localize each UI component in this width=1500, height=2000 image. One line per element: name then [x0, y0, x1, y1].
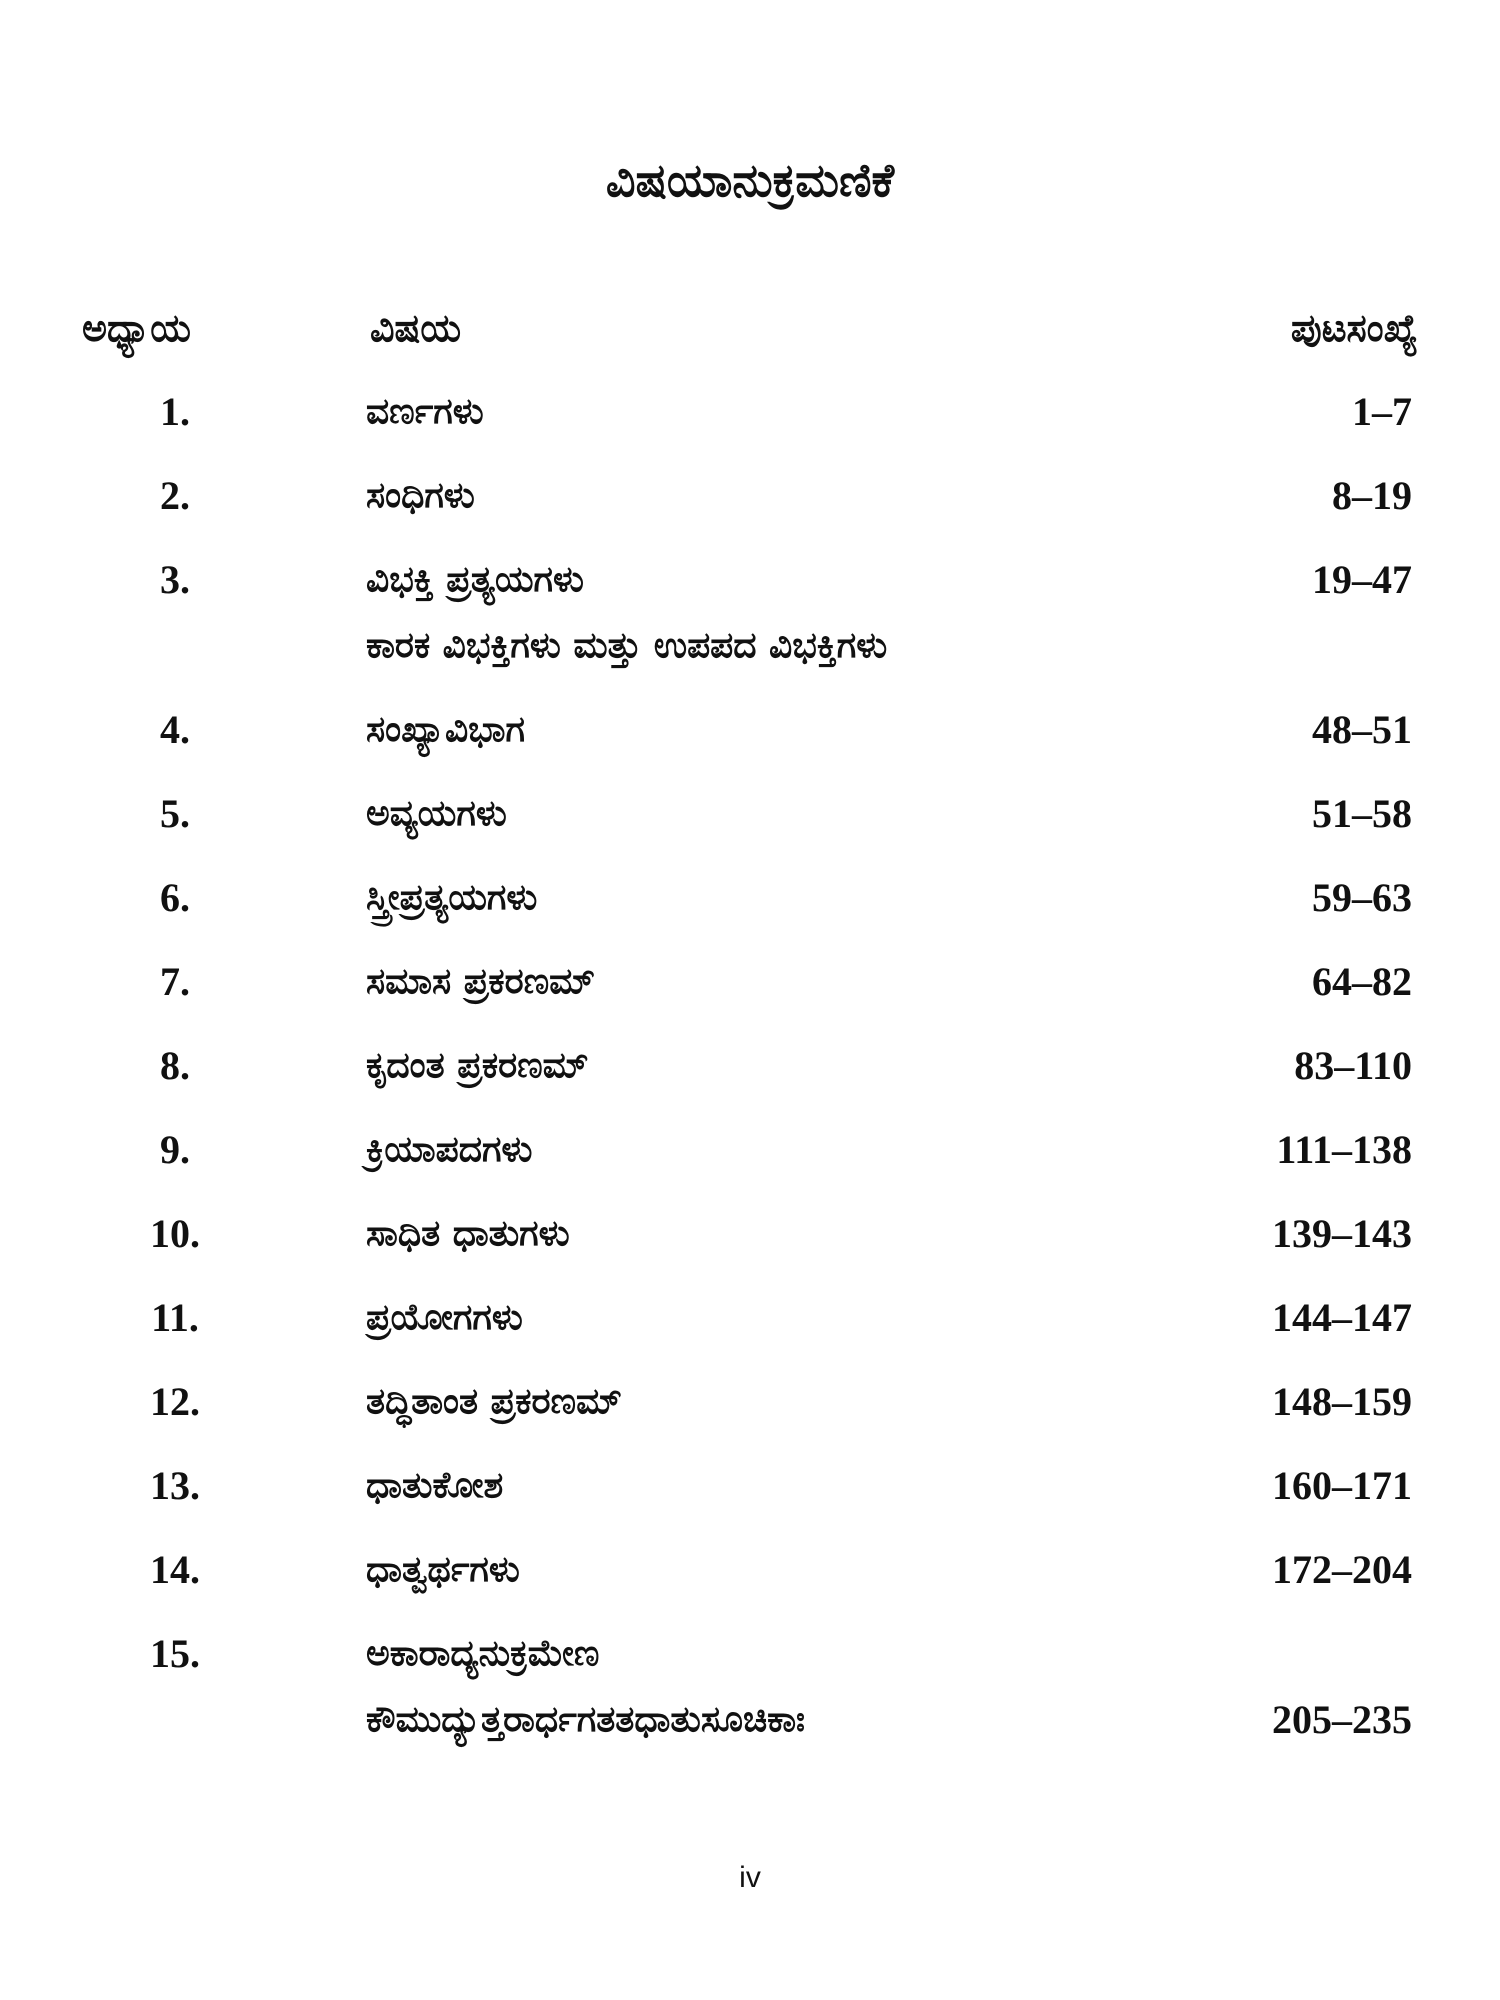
chapter-number: 10. — [150, 1211, 200, 1256]
chapter-subject: ತದ್ಧಿತಾಂತ ಪ್ರಕರಣಮ್ — [366, 1381, 622, 1422]
chapter-subject: ವಿಭಕ್ತಿ ಪ್ರತ್ಯಯಗಳು — [366, 559, 584, 600]
column-header-subject: ವಿಷಯ — [370, 306, 462, 350]
column-header-chapter: ಅಧ್ಯಾಯ — [82, 306, 191, 350]
page-range: 51–58 — [1312, 791, 1412, 836]
chapter-subject: ಅವ್ಯಯಗಳು — [366, 793, 507, 834]
chapter-number: 6. — [160, 875, 190, 920]
chapter-number: 3. — [160, 557, 190, 602]
toc-row — [0, 1540, 1500, 1600]
page-range: 59–63 — [1312, 875, 1412, 920]
toc-row — [0, 784, 1500, 844]
chapter-subject: ವರ್ಣಗಳು — [366, 391, 484, 432]
chapter-number: 8. — [160, 1043, 190, 1088]
toc-row — [0, 466, 1500, 526]
page-range: 139–143 — [1272, 1211, 1412, 1256]
chapter-subject-continued: ಕೌಮುದ್ಯುತ್ತರಾರ್ಧಗತತಧಾತುಸೂಚಿಕಾಃ — [366, 1699, 806, 1740]
chapter-number: 14. — [150, 1547, 200, 1592]
toc-row — [0, 952, 1500, 1012]
chapter-number: 13. — [150, 1463, 200, 1508]
chapter-subject: ಕ್ರಿಯಾಪದಗಳು — [366, 1129, 533, 1170]
toc-row — [0, 550, 1500, 666]
page-range: 160–171 — [1272, 1463, 1412, 1508]
chapter-number: 4. — [160, 707, 190, 752]
column-header-pages: ಪುಟಸಂಖ್ಯೆ — [1290, 306, 1418, 350]
page-range: 111–138 — [1276, 1127, 1412, 1172]
page-range: 64–82 — [1312, 959, 1412, 1004]
chapter-subject: ಕೃದಂತ ಪ್ರಕರಣಮ್ — [366, 1045, 589, 1086]
toc-row — [0, 1624, 1500, 1742]
page-range: 8–19 — [1332, 473, 1412, 518]
chapter-subject: ಸಂಖ್ಯಾವಿಭಾಗ — [366, 709, 525, 750]
chapter-subject-continued: ಕಾರಕ ವಿಭಕ್ತಿಗಳು ಮತ್ತು ಉಪಪದ ವಿಭಕ್ತಿಗಳು — [366, 625, 888, 666]
page-range: 48–51 — [1312, 707, 1412, 752]
toc-row — [0, 868, 1500, 928]
page-range: 172–204 — [1272, 1547, 1412, 1592]
chapter-number: 1. — [160, 389, 190, 434]
chapter-subject: ಸ್ತ್ರೀಪ್ರತ್ಯಯಗಳು — [366, 877, 538, 918]
toc-row — [0, 1372, 1500, 1432]
page-title: ವಿಷಯಾನುಕ್ರಮಣಿಕೆ — [605, 153, 895, 207]
page-range: 144–147 — [1272, 1295, 1412, 1340]
page-range: 83–110 — [1294, 1043, 1412, 1088]
toc-row — [0, 700, 1500, 760]
chapter-number: 5. — [160, 791, 190, 836]
toc-row — [0, 1204, 1500, 1264]
page-range: 205–235 — [1272, 1697, 1412, 1742]
chapter-subject: ಅಕಾರಾದ್ಯನುಕ್ರಮೇಣ — [366, 1633, 600, 1674]
chapter-subject: ಸಾಧಿತ ಧಾತುಗಳು — [366, 1213, 570, 1254]
chapter-number: 9. — [160, 1127, 190, 1172]
chapter-subject: ಸಮಾಸ ಪ್ರಕರಣಮ್ — [366, 961, 596, 1002]
chapter-number: 12. — [150, 1379, 200, 1424]
chapter-number: 15. — [150, 1631, 200, 1676]
page-range: 19–47 — [1312, 557, 1412, 602]
chapter-number: 7. — [160, 959, 190, 1004]
chapter-number: 11. — [151, 1295, 199, 1340]
chapter-subject: ಸಂಧಿಗಳು — [366, 475, 475, 516]
toc-row — [0, 382, 1500, 442]
toc-row — [0, 1288, 1500, 1348]
page-number: iv — [739, 1861, 761, 1894]
chapter-number: 2. — [160, 473, 190, 518]
chapter-subject: ಧಾತುಕೋಶ — [366, 1465, 504, 1506]
toc-row — [0, 1120, 1500, 1180]
toc-row — [0, 1036, 1500, 1096]
chapter-subject: ಪ್ರಯೋಗಗಳು — [366, 1297, 523, 1338]
page-range: 148–159 — [1272, 1379, 1412, 1424]
toc-row — [0, 1456, 1500, 1516]
page-range: 1–7 — [1352, 389, 1412, 434]
chapter-subject: ಧಾತ್ವರ್ಥಗಳು — [366, 1549, 520, 1590]
